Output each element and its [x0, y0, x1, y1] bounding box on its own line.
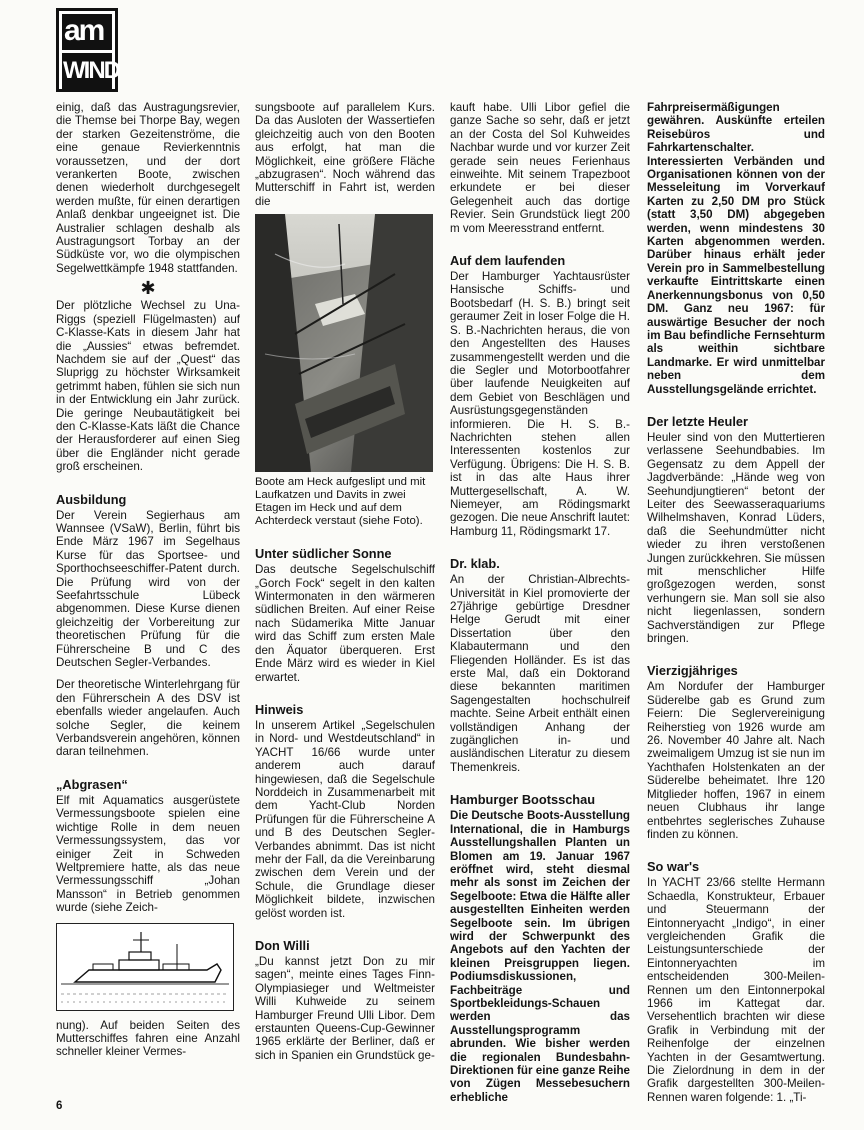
article-text: sungsboote auf parallelem Kurs. Da das Ausloten der Wassertiefen gleichzeitig auch von den Booten aus erfolgt, hat man die Möglichkeit, eine größere Fläche „abzugrasen“. Noch während das Mutterschiff in Fahrt ist, werden die: [255, 101, 435, 208]
article-text: einig, daß das Austragungsrevier, die Themse bei Thorpe Bay, wegen der starken Gezeitenströme, die eine genaue Revierkenntnis voraussetzen, und der dort verankerten Boote, zwischen denen wiederholt durchgesegelt werden mußte, für einen derartigen Anlaß denkbar ungeeignet ist. Die Australier schlagen deshalb als Austragungsort Torbay an der Südküste vor, wo die olympischen Segelwettkämpfe 1948 stattfanden.: [56, 101, 240, 275]
heading-hinweis: Hinweis: [255, 701, 304, 717]
article-text: In YACHT 23/66 stellte Hermann Schaedla, Konstrukteur, Erbauer und Steuermann der Eintonneryacht „Indigo“, in einer vergleichenden Grafik die Leistungsunterschiede der Eintonneryachten im entscheidenden 300-Meilen-Rennen um den Eintonnerpokal 1966 im Kattegat dar. Versehentlich brachten wir diese Grafik in Verbindung mit der Reihenfolge der einzelnen Yachten in der Gesamtwertung. Die Zielordnung in dem in der Grafik dargestellten 300-Meilen-Rennen waren folgende: 1. „Ti-: [647, 876, 825, 1104]
heading-vierzigjaehriges: Vierzigjähriges: [647, 663, 738, 679]
article-text: Das deutsche Segelschulschiff „Gorch Fock“ segelt in den kalten Wintermonaten in den wärmeren südlichen Breiten. Auf einer Reise nach Südamerika Mitte Januar wird das Schiff zum ersten Male den Äquator überqueren. Erst Ende März wird es wieder in Kiel erwartet.: [255, 563, 435, 684]
survey-ship-drawing: [56, 923, 234, 1011]
article-text: An der Christian-Albrechts-Universität in Kiel promovierte der 27jährige gebürtige Dresdner Helge Gerudt mit einer Dissertation über den Klabautermann und den Fliegenden Holländer. Es ist das erste Mal, daß ein Doktorand diese bekannten maritimen Sagengestalten hochschulreif machte. Seine Arbeit enthält einen vollständigen Anhang der zugänglichen in- und ausländischen Literatur zu diesem Themenkreis.: [450, 573, 630, 774]
article-text-bold: Fahrpreisermäßigungen gewähren. Auskünfte erteilen Reisebüros und Fahrkartenschalter. Interessierten Verbänden und Organisationen können von der Messeleitung im Vorverkauf Karten zu 2,50 DM pro Stück (statt 3,50 DM) abgegeben werden, wenn mindestens 30 Karten abgenommen werden. Darüber hinaus erhält jeder Verein pro in Sammelbestellung verkaufte Eintrittskarte einen Anerkennungsbonus von 0,50 DM. Ganz neu 1967: für auswärtige Besucher der noch im Bau befindliche Fernsehturm als weithin sichtbare Landmarke. Er wird unmittelbar neben dem Ausstellungsgelände errichtet.: [647, 101, 825, 396]
column-logo: [56, 8, 118, 92]
article-text: nung). Auf beiden Seiten des Mutterschiffes fahren eine Anzahl schneller kleiner Vermes-: [56, 1018, 240, 1059]
article-text-bold: Die Deutsche Boots-Ausstellung International, die in Hamburgs Ausstellungshallen Planten un Blomen am 19. Januar 1967 eröffnet wird, steht diesmal mehr als sonst im Zeichen der Segelboote: Etwa die Hälfte aller ausgestellten Einheiten werden Segelboote sein. Im übrigen wird der Schwerpunkt des Angebots auf den Yachten der kleinen Preisgruppen liegen. Podiumsdiskussionen, Fachbeiträge und Sportbekleidungs-Schauen werden das Ausstellungsprogramm abrunden. Wie bisher werden die regionalen Bundesbahn-Direktionen für eine ganze Reihe von Zügen Messebesuchern erhebliche: [450, 809, 630, 1104]
logo-line-am: am: [62, 14, 112, 50]
column-1: [56, 101, 240, 1059]
photo-caption: Boote am Heck aufgeslipt und mit Laufkatzen und Davits in zwei Etagen im Heck und auf dem Achterdeck verstaut (siehe Foto).: [255, 476, 426, 528]
column-3: [450, 101, 630, 1104]
heading-don-willi: Don Willi: [255, 938, 310, 953]
article-text: In unserem Artikel „Segelschulen in Nord- und Westdeutschland“ in YACHT 16/66 wurde unter anderem auch darauf hingewiesen, daß die Segelschule Norddeich in Zusammenarbeit mit dem Yacht-Club Norden Prüfungen für die Führerscheine A und B des Deutschen Segler-Verbandes abnimmt. Das ist nicht mehr der Fall, da die Vereinbarung zwischen dem Verein und der Schule, die Grundlage dieser Möglichkeit bildete, inzwischen gelöst worden ist.: [255, 718, 435, 920]
heading-dr-klab: Dr. klab.: [450, 556, 500, 572]
article-text: Heuler sind von den Muttertieren verlassene Seehundbabies. Im Gegensatz zu dem Appell der Jagdverbände: „Hände weg von Seehundjungtieren“ betont der Leiter des Seewasseraquariums Wilhelmshaven, Konrad Lüders, daß die Seehundmütter nicht wieder zu ihren verstoßenen Jungen zurückkehren. Sie müssen mit menschlicher Hilfe großgezogen werden, sonst verhungern sie. Man soll sie also nicht liegenlassen, sondern Sachverständigen zur Pflege bringen.: [647, 430, 825, 646]
article-text: „Du kannst jetzt Don zu mir sagen“, meinte eines Tages Finn-Olympiasieger und Weltmeister Willi Kuhweide zu seinem Hamburger Freund Ulli Libor. Dem erstaunten Queens-Cup-Gewinner 1965 erklärte der Berliner, daß er sich in Spanien ein Grundstück ge-: [255, 955, 435, 1062]
article-text: Der plötzliche Wechsel zu Una-Riggs (speziell Flügelmasten) auf C-Klasse-Kats in diesem Jahr hat die „Aussies“ etwas befremdet. Nachdem sie auf der „Quest“ das Sluprigg zu höchster Wirksamkeit getrimmt haben, fühlen sie sich nun in der Entwicklung ein Jahr zurück. Die geringe Neubautätigkeit bei den C-Klasse-Kats läßt die Chance der Herausforderer auf einen Sieg über die Engländer nicht gerade groß erscheinen.: [56, 299, 240, 474]
heading-so-wars: So war's: [647, 859, 700, 875]
column-4: [647, 101, 825, 1104]
heading-auf-dem-laufenden: Auf dem laufenden: [450, 253, 566, 269]
heading-der-letzte-heuler: Der letzte Heuler: [647, 413, 748, 429]
boat-photo: [255, 214, 433, 472]
article-text: Der theoretische Winterlehrgang für den Führerschein A des DSV ist ebenfalls wieder angelaufen. Auch solche Segler, die keinem Verbandsverein angehören, können daran teilnehmen.: [56, 678, 240, 759]
heading-abgrasen: „Abgrasen“: [56, 776, 128, 792]
heading-unter-suedlicher-sonne: Unter südlicher Sonne: [255, 546, 392, 562]
column-2: [255, 101, 435, 1062]
article-text: Elf mit Aquamatics ausgerüstete Vermessungsboote spielen eine wichtige Rolle in dem neuen Vermessungssystem, das vor einiger Zeit in Schweden Weltpremiere hatte, als das neue Vermessungsschiff „Johan Mansson“ in Betrieb genommen wurde (siehe Zeich-: [56, 793, 240, 915]
article-text: Der Verein Segierhaus am Wannsee (VSaW), Berlin, führt bis Ende März 1967 im Segelhaus Kurse für das Sportsee- und Sporthochseeschiffer-Patent durch. Die Prüfung wird von der Seefahrtsschule Lübeck abgenommen. Diese Kurse dienen gleichzeitig der Vorbereitung zur theoretischen Prüfung für die Führerscheine B und C des Deutschen Segler-Verbandes.: [56, 508, 240, 670]
article-text: Der Hamburger Yachtausrüster Hansische Schiffs- und Bootsbedarf (H. S. B.) bringt seit geraumer Zeit in loser Folge die H. S. B.-Nachrichten heraus, die von den Angestellten des Hauses zusammengestellt werden und die die Segler und Motorbootfahrer über laufende Neuigkeiten auf dem Gebiet von Beschlägen und Ausrüstungsgegenständen informieren. Die H. S. B.-Nachrichten stehen allen Interessenten kostenlos zur Verfügung. Übrigens: Die H. S. B. ist in das alte Haus ihrer Muttergesellschaft, A. W. Niemeyer, am Rödingsmarkt gezogen. Die neue Anschrift lautet: Hamburg 11, Rödingsmarkt 17.: [450, 270, 630, 538]
article-text: Am Nordufer der Hamburger Süderelbe gab es Grund zum Feiern: Die Seglervereinigung Reiherstieg von 1926 wurde am 26. November 40 Jahre alt. Nach zweimaligem Umzug ist sie nun im Yachthafen Holstenkaten an der Süderelbe beheimatet. Ihre 120 Mitglieder hoffen, 1967 in einem neuen Clubhaus ihr lange entbehrtes seglerisches Zuhause finden zu können.: [647, 680, 825, 841]
heading-ausbildung: Ausbildung: [56, 491, 127, 507]
heading-hamburger-bootsschau: Hamburger Bootsschau: [450, 792, 596, 808]
logo-line-wind: WIND: [62, 53, 112, 89]
page-number: 6: [56, 1100, 63, 1112]
section-star: ✱: [140, 278, 156, 299]
article-text: kauft habe. Ulli Libor gefiel die ganze Sache so sehr, daß er jetzt an der Costa del Sol Kuhweides Nachbar wurde und vor kurzer Zeit gerade sein neues Ferienhaus einweihte. Mit seinem Trapezboot erkundete er bei dieser Gelegenheit auch das dortige Revier. Sein Grundstück liegt 200 m vom Meeresstrand entfernt.: [450, 101, 630, 235]
